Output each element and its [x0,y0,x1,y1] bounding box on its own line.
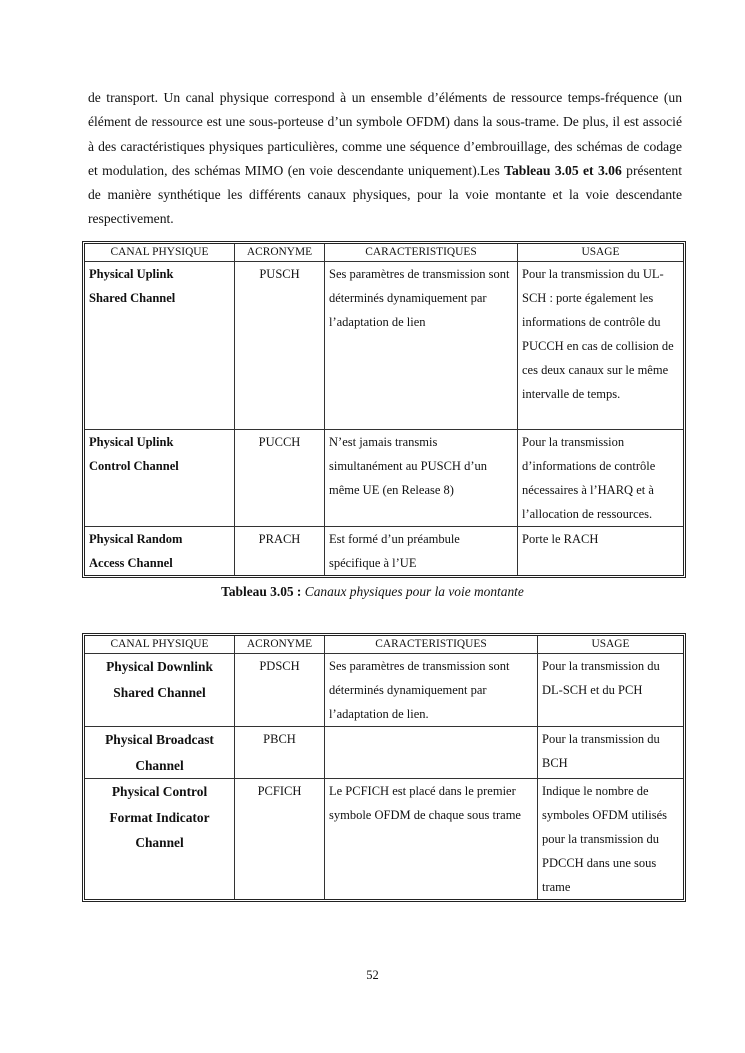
paragraph-table-reference: Tableau 3.05 et 3.06 [504,162,622,178]
channel-usage: Pour la transmission du BCH [538,727,683,779]
channel-name-line: Physical Uplink [89,267,174,281]
channel-usage: Indique le nombre de symboles OFDM utilisés pour la transmission du PDCCH dans une sous trame [542,784,668,894]
channel-characteristics: Ses paramètres de transmission sont déterminés dynamiquement par l’adaptation de lien. [325,654,538,727]
channel-name-line: Access Channel [89,556,173,570]
channel-usage: Pour la transmission du UL-SCH : porte également les informations de contrôle du PUCCH en cas de collision de ces deux canaux sur le même intervalle de temps. [518,262,683,430]
channel-name-line: Physical Downlink [106,659,213,674]
channel-name [85,727,235,779]
channel-usage: Porte le RACH [522,532,599,546]
channel-acronym: PUSCH [235,262,325,430]
channel-acronym: PRACH [235,527,325,575]
header-canal-physique: CANAL PHYSIQUE [85,244,235,262]
channel-name-line: Channel [135,757,184,773]
channel-acronym: PCFICH [235,779,325,899]
table-header-row [85,636,683,654]
channel-characteristics: N’est jamais transmis simultanément au PUSCH d’un même UE (en Release 8) [325,430,518,527]
caption-label: Tableau 3.05 : [221,584,302,599]
channel-name-line: Physical Random [89,532,183,546]
table-row [85,779,683,899]
paragraph-text-2: présentent de manière synthétique les différents canaux physiques, pour la voie montante et la voie descendante respectivement. [88,162,683,227]
table-row [85,430,683,527]
caption-text: Canaux physiques pour la voie montante [304,584,524,599]
header-acronyme: ACRONYME [235,244,325,262]
header-caracteristiques: CARACTERISTIQUES [325,244,518,262]
table-row [85,654,683,727]
uplink-channels-table [82,241,686,578]
table-row [85,262,683,430]
page-number: 52 [366,968,379,982]
channel-name [85,430,235,527]
table-caption [0,584,745,600]
body-paragraph [88,86,682,232]
channel-characteristics: Ses paramètres de transmission sont déterminés dynamiquement par l’adaptation de lien [325,262,518,430]
table-header-row [85,244,683,262]
channel-name-line: Shared Channel [113,684,206,700]
table-row [85,527,683,575]
channel-name-line: Physical Control [111,784,208,799]
channel-name [85,779,235,899]
paragraph-text-1: de transport. Un canal physique correspond à un ensemble d’éléments de ressource temps-fréquence (un élément de ressource est une sous-porteuse d’un symbole OFDM) dans la sous-trame. De plus, il est associé à des caractéristiques physiques particulières, comme une séquence d’embrouillage, des schémas de codage et modulation, des schémas MIMO (en voie descendante uniquement).Les [88,90,682,178]
channel-name-line: Control Channel [89,459,179,473]
channel-name [85,654,235,727]
channel-name-line: Physical Uplink [89,435,174,449]
channel-acronym: PBCH [235,727,325,779]
channel-name-line: Format Indicator [109,809,210,825]
channel-usage: Pour la transmission du DL-SCH et du PCH [538,654,683,727]
channel-characteristics: Le PCFICH est placé dans le premier symbole OFDM de chaque sous trame [325,779,538,899]
channel-name [85,262,235,430]
channel-usage: Pour la transmission d’informations de contrôle nécessaires à l’HARQ et à l’allocation de ressources. [518,430,683,527]
header-usage: USAGE [518,244,683,262]
channel-characteristics: Est formé d’un préambule spécifique à l’UE [325,527,518,575]
header-usage: USAGE [538,636,683,654]
channel-name-line: Channel [135,835,184,850]
header-acronyme: ACRONYME [235,636,325,654]
channel-name-line: Shared Channel [89,291,176,305]
channel-acronym: PDSCH [235,654,325,727]
header-canal-physique: CANAL PHYSIQUE [85,636,235,654]
channel-acronym: PUCCH [235,430,325,527]
channel-characteristics [325,727,538,779]
channel-name [85,527,235,575]
channel-name-line: Physical Broadcast [105,732,214,747]
table-row [85,727,683,779]
downlink-channels-table [82,633,686,902]
header-caracteristiques: CARACTERISTIQUES [325,636,538,654]
